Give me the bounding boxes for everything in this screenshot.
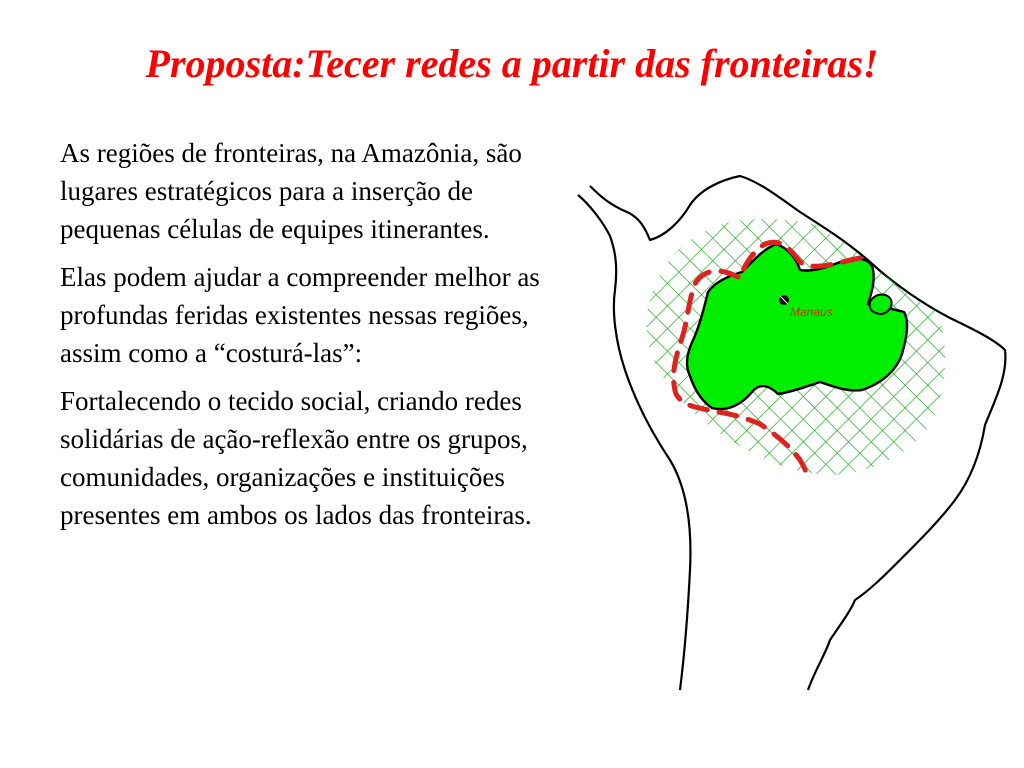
manaus-label: Manaus [790,305,833,319]
paragraph-2: Elas podem ajudar a compreender melhor as profundas feridas existentes nessas regiões, assim como a “costurá-las”: [60,262,540,368]
south-america-map [560,170,1020,700]
amazon-area-islet [870,295,892,314]
slide-title: Proposta:Tecer redes a partir das fronteiras! [145,41,879,86]
paragraph-1: As regiões de fronteiras, na Amazônia, são lugares estratégicos para a inserção de pequenas células de equipes itinerantes. [60,138,522,244]
text-column [60,134,550,544]
paragraph-3: Fortalecendo o tecido social, criando redes solidárias de ação-reflexão entre os grupos, comunidades, organizações e instituições presentes em ambos os lados das fronteiras. [60,386,532,530]
